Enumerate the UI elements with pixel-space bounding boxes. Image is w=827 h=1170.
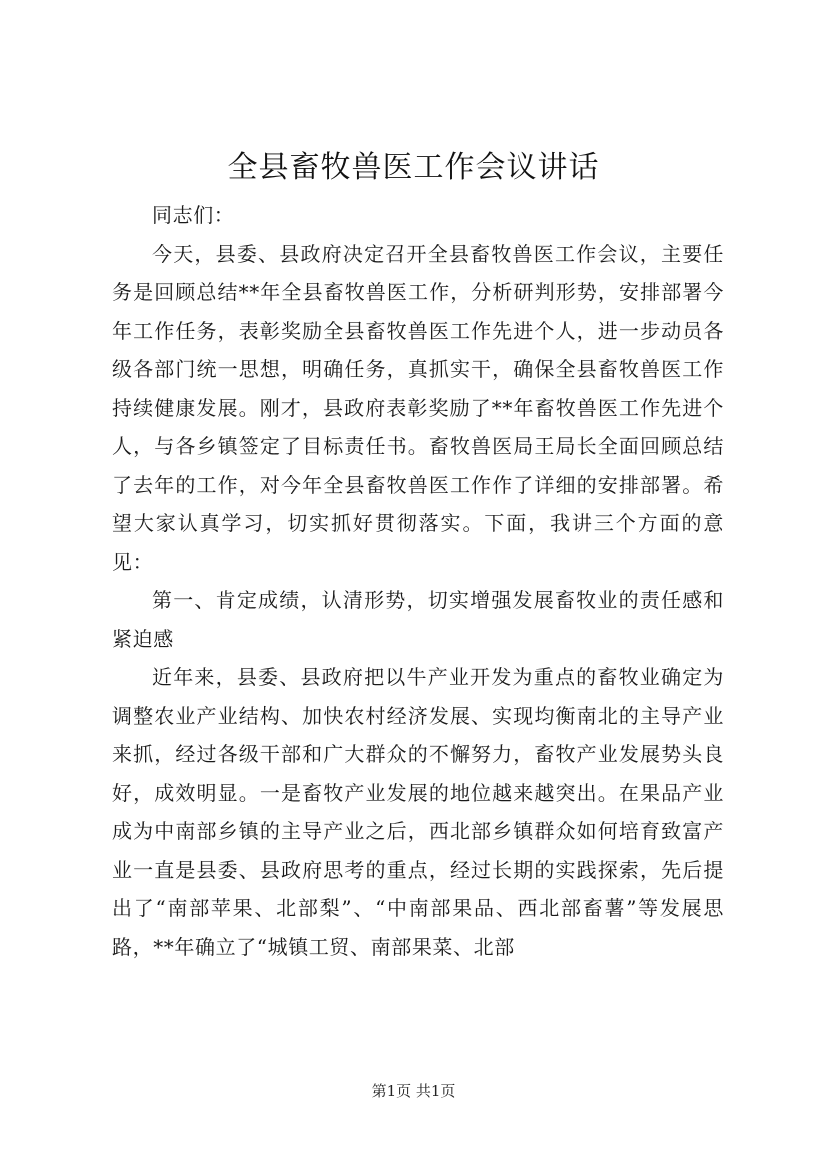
paragraph-section-1: 近年来，县委、县政府把以牛产业开发为重点的畜牧业确定为调整农业产业结构、加快农村经济发展、实现均衡南北的主导产业来抓，经过各级干部和广大群众的不懈努力，畜牧产业发展势头良好，成效明显。一是畜牧产业发展的地位越来越突出。在果品产业成为中南部乡镇的主导产业之后，西北部乡镇群众如何培育致富产业一直是县委、县政府思考的重点，经过长期的实践探索，先后提出了“南部苹果、北部梨”、“中南部果品、西北部畜薯”等发展思路，**年确立了“城镇工贸、南部果菜、北部 bbox=[112, 665, 724, 959]
document-body bbox=[112, 196, 724, 966]
paragraph-intro: 今天，县委、县政府决定召开全县畜牧兽医工作会议，主要任务是回顾总结**年全县畜牧兽医工作，分析研判形势，安排部署今年工作任务，表彰奖励全县畜牧兽医工作先进个人，进一步动员各级各部门统一思想，明确任务，真抓实干，确保全县畜牧兽医工作持续健康发展。刚才，县政府表彰奖励了**年畜牧兽医工作先进个人，与各乡镇签定了目标责任书。畜牧兽医局王局长全面回顾总结了去年的工作，对今年全县畜牧兽医工作作了详细的安排部署。希望大家认真学习，切实抓好贯彻落实。下面，我讲三个方面的意见： bbox=[112, 241, 724, 574]
salutation: 同志们： bbox=[152, 203, 235, 227]
document-title: 全县畜牧兽医工作会议讲话 bbox=[227, 150, 600, 185]
page-number: 第1页 共1页 bbox=[371, 1082, 456, 1100]
section-heading-1: 第一、肯定成绩，认清形势，切实增强发展畜牧业的责任感和紧迫感 bbox=[112, 588, 724, 651]
